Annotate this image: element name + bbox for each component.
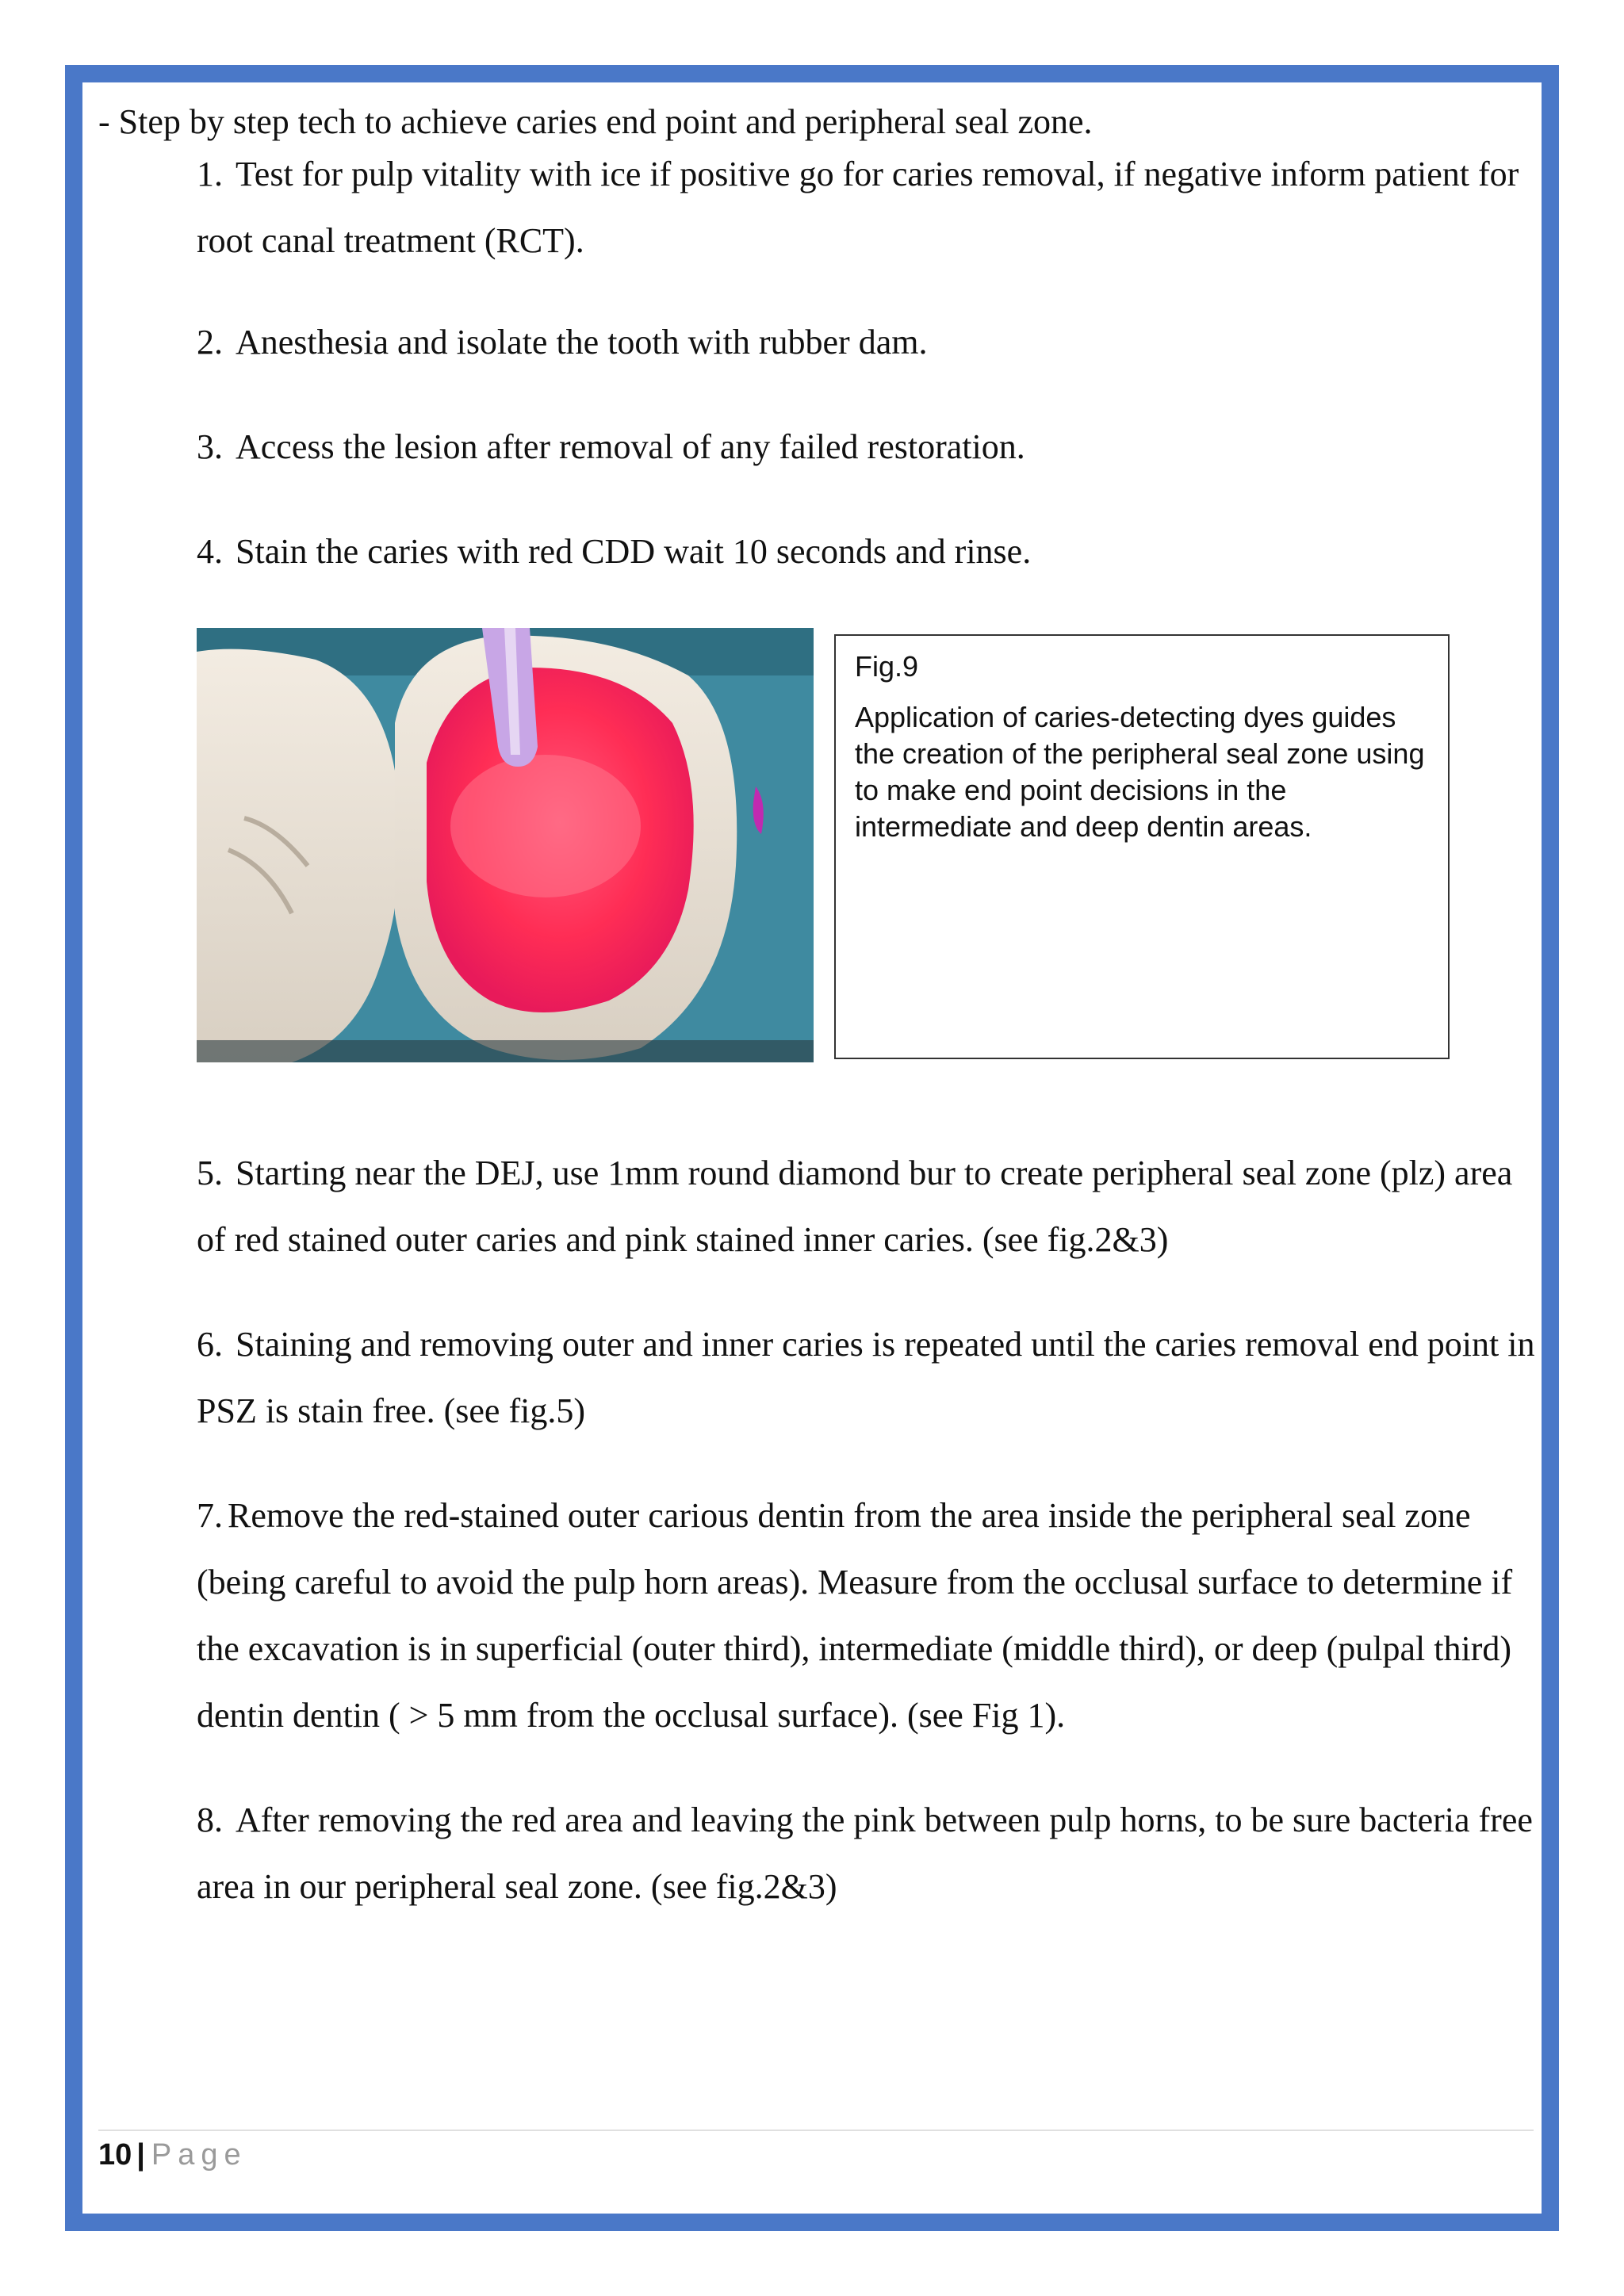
step-1: [197, 141, 1545, 274]
figure-label: Fig.9: [855, 650, 919, 683]
page-footer: [98, 2136, 247, 2174]
step-5: [197, 1140, 1545, 1273]
step-text: Staining and removing outer and inner caries is repeated until the caries removal end point in PSZ is stain free. (see fig.5): [197, 1325, 1535, 1430]
step-text: Anesthesia and isolate the tooth with rubber dam.: [236, 323, 928, 362]
step-text: Stain the caries with red CDD wait 10 seconds and rinse.: [236, 532, 1032, 571]
step-text: Test for pulp vitality with ice if positive go for caries removal, if negative inform patient for root canal treatment (RCT).: [197, 155, 1519, 260]
step-text: Access the lesion after removal of any failed restoration.: [236, 427, 1025, 466]
page-number: 10: [98, 2138, 132, 2172]
step-6: [197, 1311, 1545, 1445]
footer-divider: [98, 2130, 1534, 2131]
step-7: [197, 1483, 1545, 1749]
footer-separator: |: [136, 2138, 145, 2172]
step-number: 5.: [197, 1154, 223, 1192]
step-number: 3.: [197, 427, 223, 466]
caries-dye-photo: [197, 628, 814, 1062]
step-2: [197, 309, 1545, 376]
step-text: Remove the red-stained outer carious dentin from the area inside the peripheral seal zone (being careful to avoid the pulp horn areas). Measure from the occlusal surface to determine if the excavation is in superficial (outer third), intermediate (middle third), or deep (pulpal third) dentin dentin ( > 5 mm from the occlusal surface). (see Fig 1).: [197, 1496, 1513, 1735]
step-4: [197, 519, 1545, 585]
intro-line: - Step by step tech to achieve caries end point and peripheral seal zone.: [98, 102, 1093, 141]
step-text: After removing the red area and leaving the pink between pulp horns, to be sure bacteria free area in our peripheral seal zone. (see fig.2&3): [197, 1800, 1533, 1906]
figure-caption-box: [834, 634, 1450, 1059]
figure-caption: Application of caries-detecting dyes guides the creation of the peripheral seal zone using to make end point decisions in the intermediate and deep dentin areas.: [855, 701, 1425, 843]
step-8: [197, 1787, 1545, 1920]
step-text: Starting near the DEJ, use 1mm round diamond bur to create peripheral seal zone (plz) area of red stained outer caries and pink stained inner caries. (see fig.2&3): [197, 1154, 1513, 1259]
step-3: [197, 414, 1545, 480]
step-number: 2.: [197, 323, 223, 362]
step-number: 8.: [197, 1800, 223, 1839]
step-number: 7.: [197, 1496, 223, 1535]
page-label: Page: [151, 2138, 247, 2172]
step-number: 1.: [197, 155, 223, 193]
step-number: 4.: [197, 532, 223, 571]
step-number: 6.: [197, 1325, 223, 1364]
